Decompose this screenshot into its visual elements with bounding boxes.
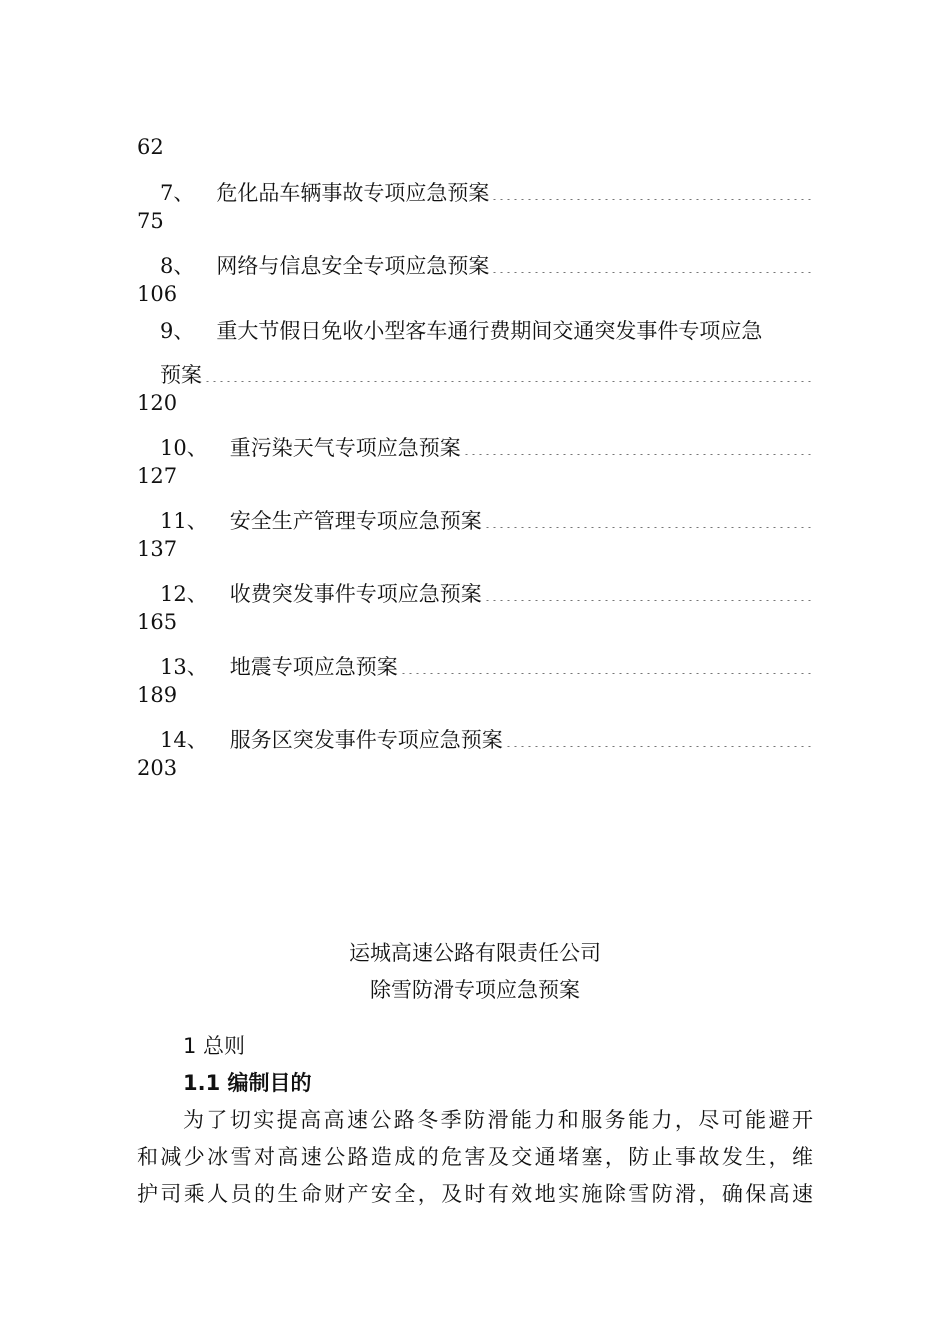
toc-entry-title: 安全生产管理专项应急预案 bbox=[229, 509, 482, 533]
toc-entry-title: 收费突发事件专项应急预案 bbox=[229, 582, 482, 606]
toc-page-number: 189 bbox=[137, 683, 178, 707]
toc-entry-number: 7、 bbox=[160, 181, 195, 205]
toc-leader-dots bbox=[400, 644, 814, 674]
subsection-heading-purpose: 1.1 编制目的 bbox=[183, 1071, 312, 1095]
toc-entry-12[interactable] bbox=[160, 571, 814, 609]
toc-leader-dots bbox=[484, 571, 814, 601]
section-heading-general: 1 总则 bbox=[183, 1034, 246, 1058]
toc-leader-dots bbox=[204, 352, 814, 382]
paragraph-line: 和减少冰雪对高速公路造成的危害及交通堵塞，防止事故发生，维 bbox=[137, 1145, 813, 1169]
toc-entry-title: 重污染天气专项应急预案 bbox=[229, 436, 461, 460]
toc-entry-number: 8、 bbox=[160, 254, 195, 278]
toc-entry-title: 危化品车辆事故专项应急预案 bbox=[216, 181, 490, 205]
toc-entry-title: 重大节假日免收小型客车通行费期间交通突发事件专项应急 bbox=[216, 319, 763, 343]
toc-page-number: 137 bbox=[137, 537, 178, 561]
toc-entry-title: 服务区突发事件专项应急预案 bbox=[229, 728, 503, 752]
toc-leader-dots bbox=[484, 498, 814, 528]
toc-page-number: 165 bbox=[137, 610, 178, 634]
toc-entry-8[interactable] bbox=[160, 243, 814, 281]
toc-entry-13[interactable] bbox=[160, 644, 814, 682]
toc-page-number: 127 bbox=[137, 464, 178, 488]
toc-leader-dots bbox=[491, 243, 814, 273]
toc-leader-dots bbox=[463, 425, 814, 455]
toc-entry-title: 地震专项应急预案 bbox=[229, 655, 398, 679]
paragraph-line: 护司乘人员的生命财产安全，及时有效地实施除雪防滑，确保高速 bbox=[137, 1182, 813, 1206]
company-name: 运城高速公路有限责任公司 bbox=[349, 941, 601, 965]
plan-title: 除雪防滑专项应急预案 bbox=[370, 978, 580, 1002]
toc-page-number: 106 bbox=[137, 282, 178, 306]
toc-entry-9-continued[interactable] bbox=[160, 352, 814, 390]
toc-page-number: 62 bbox=[137, 135, 164, 159]
toc-entry-number: 13、 bbox=[160, 655, 208, 679]
toc-entry-11[interactable] bbox=[160, 498, 814, 536]
toc-entry-title: 预案 bbox=[160, 363, 202, 387]
toc-entry-9[interactable] bbox=[160, 316, 814, 346]
toc-entry-7[interactable] bbox=[160, 170, 814, 208]
toc-entry-number: 10、 bbox=[160, 436, 208, 460]
toc-entry-number: 9、 bbox=[160, 319, 195, 343]
toc-entry-number: 14、 bbox=[160, 728, 208, 752]
toc-entry-number: 11、 bbox=[160, 509, 208, 533]
toc-entry-10[interactable] bbox=[160, 425, 814, 463]
toc-leader-dots bbox=[505, 717, 814, 747]
toc-page-number: 120 bbox=[137, 391, 178, 415]
toc-page-number: 75 bbox=[137, 209, 164, 233]
paragraph-line: 为了切实提高高速公路冬季防滑能力和服务能力，尽可能避开 bbox=[183, 1108, 813, 1132]
toc-page-number: 203 bbox=[137, 756, 178, 780]
toc-leader-dots bbox=[491, 170, 814, 200]
toc-entry-number: 12、 bbox=[160, 582, 208, 606]
toc-entry-title: 网络与信息安全专项应急预案 bbox=[216, 254, 490, 278]
toc-entry-14[interactable] bbox=[160, 717, 814, 755]
